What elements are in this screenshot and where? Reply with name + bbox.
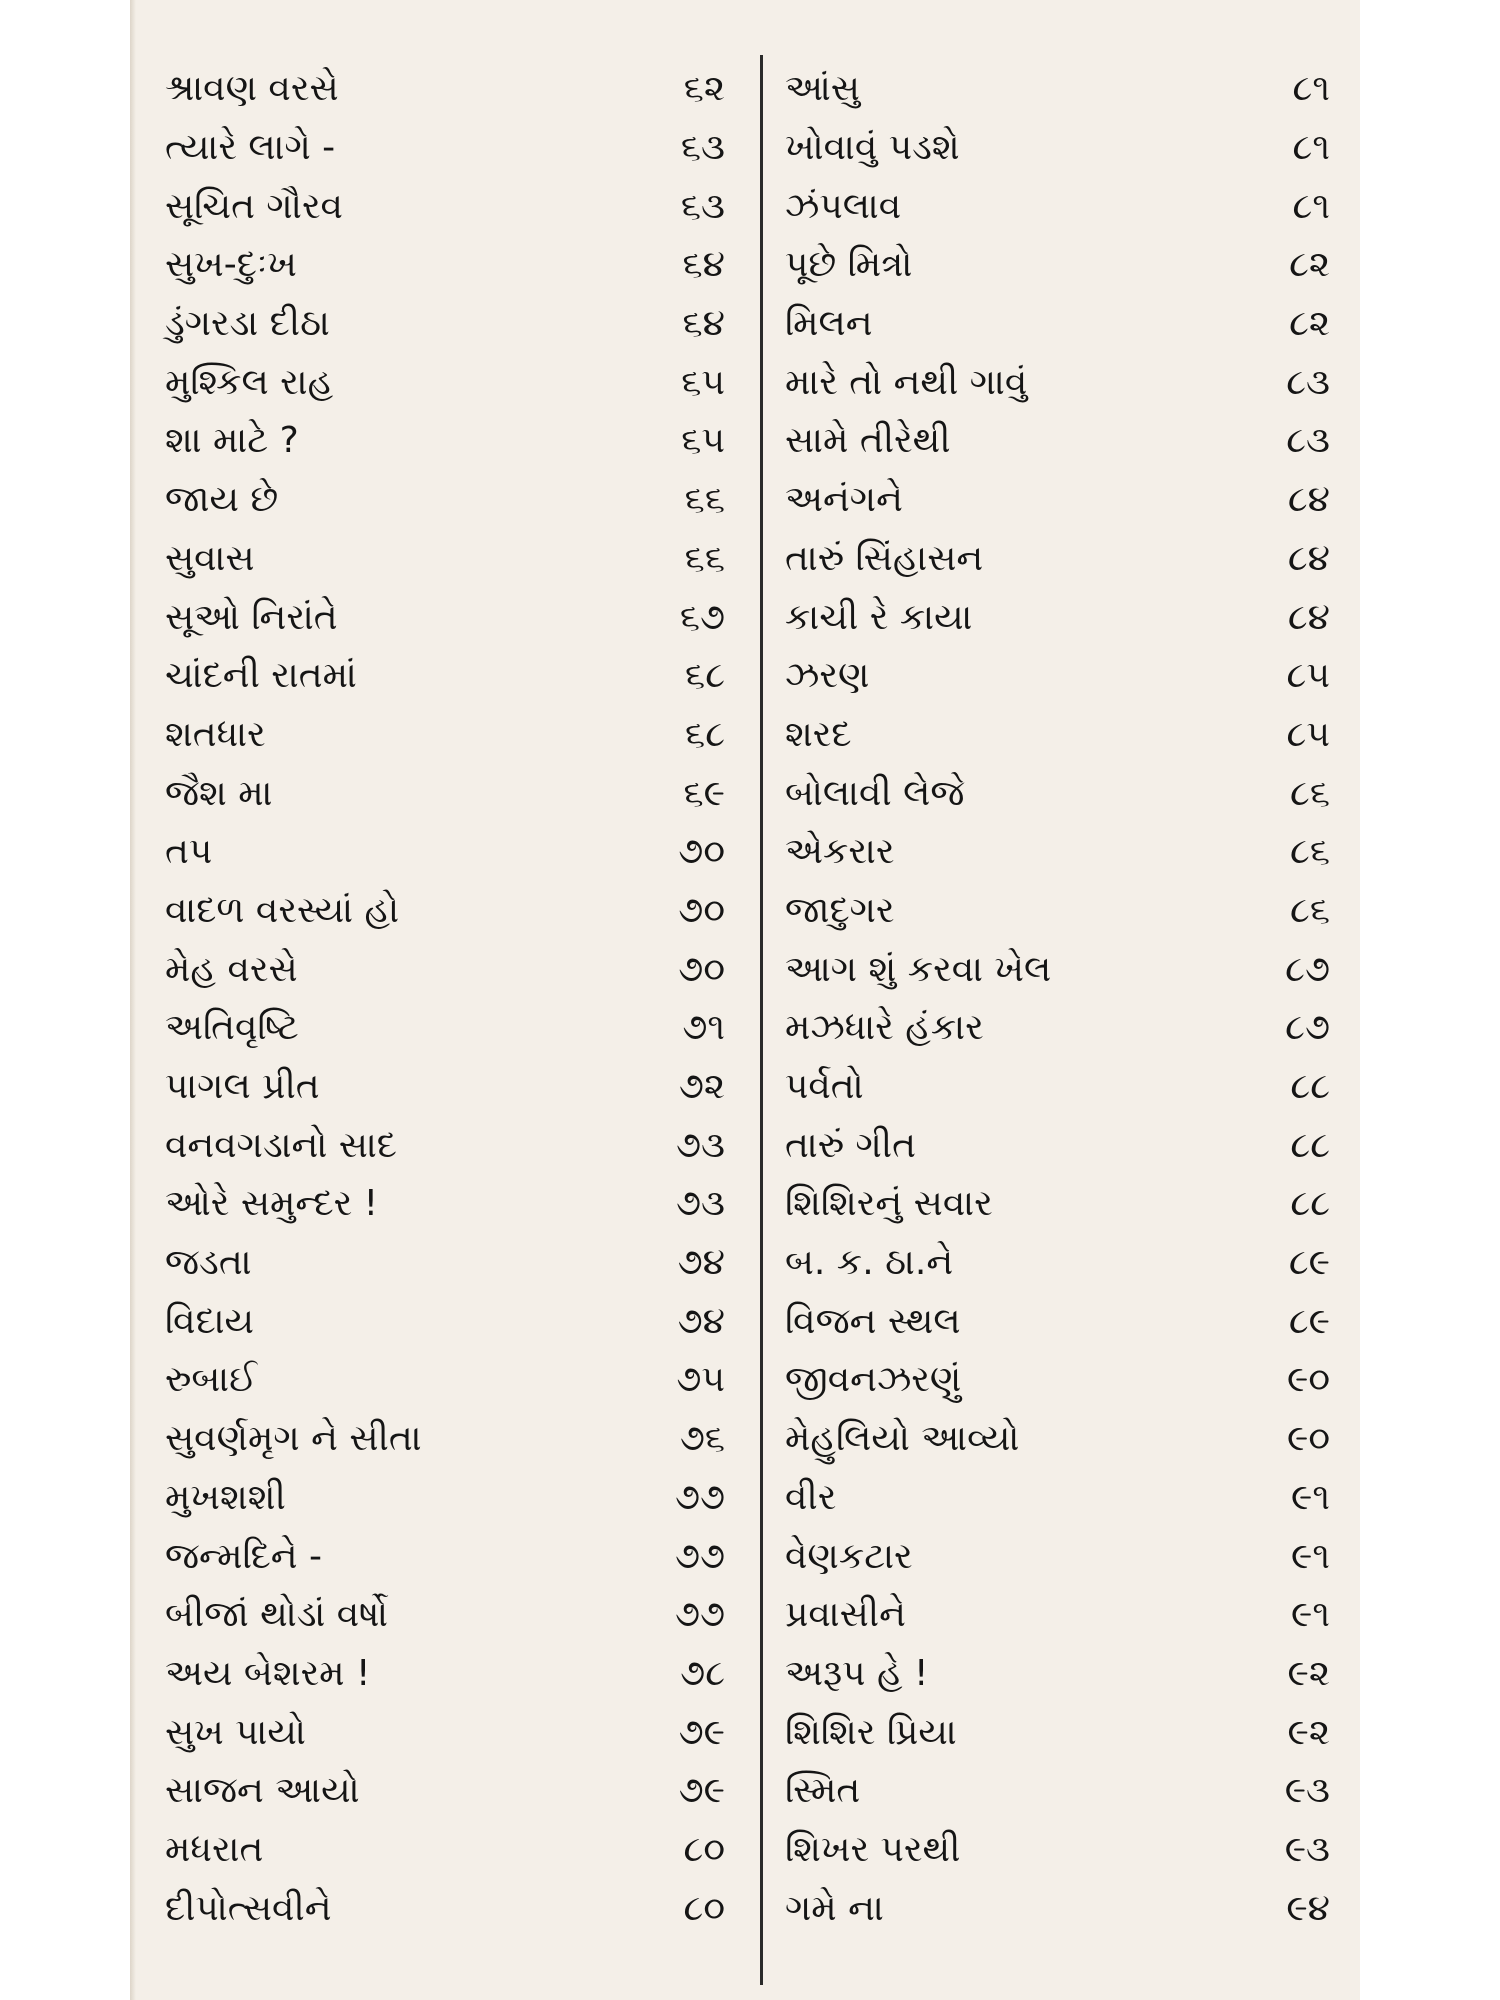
column-divider [760, 55, 763, 1985]
entry-title: શરદ [785, 713, 852, 755]
entry-page-number: ૯૧ [1291, 1594, 1330, 1636]
entry-title: વીર [785, 1476, 837, 1518]
contents-entry [165, 353, 725, 412]
contents-entry [785, 706, 1330, 765]
entry-title: વનવગડાનો સાદ [165, 1124, 397, 1166]
contents-entry [165, 1351, 725, 1410]
entry-page-number: ૮૮ [1290, 1183, 1330, 1225]
entry-page-number: ૬૩ [680, 127, 725, 169]
entry-page-number: ૯૦ [1287, 1359, 1330, 1401]
entry-page-number: ૯૩ [1284, 1828, 1330, 1870]
entry-title: સૂઓ નિરાંતે [165, 596, 338, 638]
contents-entry [785, 1821, 1330, 1880]
entry-title: જડતા [165, 1242, 252, 1284]
entry-title: વિજન સ્થલ [785, 1300, 961, 1342]
book-page [130, 0, 1360, 2000]
entry-title: મિલન [785, 303, 873, 345]
contents-entry [785, 1175, 1330, 1234]
entry-title: એકરાર [785, 831, 895, 873]
entry-title: સાજન આયો [165, 1770, 360, 1812]
entry-page-number: ૭૪ [677, 1300, 725, 1342]
contents-entry [165, 1116, 725, 1175]
entry-page-number: ૮૦ [683, 1828, 725, 1870]
contents-entry [165, 471, 725, 530]
entry-page-number: ૮૮ [1290, 1124, 1330, 1166]
contents-entry [165, 177, 725, 236]
entry-title: મેહુલિયો આવ્યો [785, 1418, 1020, 1460]
entry-page-number: ૮૫ [1286, 713, 1330, 755]
entry-page-number: ૬૩ [680, 185, 725, 227]
entry-title: અય બેશરમ ! [165, 1652, 371, 1694]
contents-entry [165, 1703, 725, 1762]
entry-page-number: ૭૯ [678, 1770, 725, 1812]
entry-title: બ. ક. ઠા.ને [785, 1242, 954, 1284]
entry-page-number: ૭૦ [678, 948, 725, 990]
contents-entry [165, 588, 725, 647]
entry-page-number: ૮૪ [1287, 537, 1330, 579]
contents-entry [165, 295, 725, 354]
entry-title: સુખ પાયો [165, 1711, 306, 1753]
contents-entry [785, 119, 1330, 178]
entry-page-number: ૬૨ [683, 68, 725, 110]
entry-title: મધરાત [165, 1828, 264, 1870]
entry-title: તારું ગીત [785, 1124, 916, 1166]
contents-entry [785, 1586, 1330, 1645]
page-edge-shadow [130, 0, 136, 2000]
entry-title: પાગલ પ્રીત [165, 1066, 320, 1108]
contents-entry [165, 412, 725, 471]
entry-page-number: ૬૫ [681, 420, 725, 462]
entry-page-number: ૬૪ [682, 303, 725, 345]
entry-title: ડુંગરડા દીઠા [165, 303, 330, 345]
entry-title: જાદુગર [785, 889, 895, 931]
entry-title: શા માટે ? [165, 420, 299, 462]
entry-page-number: ૯૩ [1284, 1770, 1330, 1812]
entry-title: અનંગને [785, 479, 903, 521]
contents-entry [165, 1410, 725, 1469]
contents-entry [785, 1292, 1330, 1351]
contents-entry [785, 1703, 1330, 1762]
entry-page-number: ૯૨ [1287, 1711, 1330, 1753]
entry-title: જીવનઝરણું [785, 1359, 962, 1401]
contents-entry [785, 353, 1330, 412]
entry-title: શિશિરનું સવાર [785, 1183, 993, 1225]
entry-page-number: ૬૮ [685, 713, 725, 755]
entry-title: મુશ્કિલ રાહ [165, 361, 334, 403]
entry-page-number: ૮૬ [1290, 772, 1330, 814]
entry-page-number: ૮૨ [1289, 303, 1330, 345]
entry-page-number: ૮૫ [1286, 655, 1330, 697]
contents-entry [165, 60, 725, 119]
entry-title: મુખશશી [165, 1476, 286, 1518]
contents-entry [785, 1351, 1330, 1410]
entry-page-number: ૮૬ [1290, 889, 1330, 931]
entry-page-number: ૭૦ [678, 889, 725, 931]
contents-entry [165, 940, 725, 999]
contents-entry [785, 882, 1330, 941]
entry-page-number: ૭૭ [674, 1535, 725, 1577]
entry-page-number: ૯૪ [1286, 1887, 1330, 1929]
contents-entry [165, 1879, 725, 1938]
entry-page-number: ૮૪ [1287, 596, 1330, 638]
entry-page-number: ૮૦ [683, 1887, 725, 1929]
entry-title: ઓરે સમુન્દર ! [165, 1183, 379, 1225]
contents-column-left [165, 60, 725, 1938]
contents-entry [785, 1527, 1330, 1586]
entry-title: ગમે ના [785, 1887, 884, 1929]
entry-title: શતધાર [165, 713, 266, 755]
contents-entry [785, 1410, 1330, 1469]
entry-title: જન્મદિને - [165, 1535, 323, 1577]
entry-page-number: ૬૯ [683, 772, 725, 814]
entry-title: બીજાં થોડાં વર્ષો [165, 1594, 388, 1636]
entry-page-number: ૭૨ [678, 1066, 725, 1108]
entry-page-number: ૭૦ [678, 831, 725, 873]
contents-entry [785, 1058, 1330, 1117]
entry-title: મેહ વરસે [165, 948, 298, 990]
contents-entry [785, 1879, 1330, 1938]
contents-entry [785, 236, 1330, 295]
entry-title: તારું સિંહાસન [785, 537, 984, 579]
contents-entry [165, 1292, 725, 1351]
entry-page-number: ૬૬ [684, 479, 725, 521]
entry-page-number: ૭૭ [674, 1476, 725, 1518]
entry-title: ઝરણ [785, 655, 870, 697]
contents-entry [785, 647, 1330, 706]
contents-entry [785, 177, 1330, 236]
entry-page-number: ૯૦ [1287, 1418, 1330, 1460]
contents-entry [785, 471, 1330, 530]
entry-title: જૈશ મા [165, 772, 273, 814]
contents-entry [165, 1058, 725, 1117]
entry-page-number: ૯૧ [1291, 1535, 1330, 1577]
entry-page-number: ૮૧ [1292, 68, 1330, 110]
entry-page-number: ૮૪ [1287, 479, 1330, 521]
entry-title: સામે તીરેથી [785, 420, 951, 462]
entry-title: શ્રાવણ વરસે [165, 68, 339, 110]
contents-entry [785, 530, 1330, 589]
contents-entry [165, 999, 725, 1058]
entry-title: પૂછે મિત્રો [785, 244, 913, 286]
entry-title: સુખ-દુઃખ [165, 244, 297, 286]
entry-title: પ્રવાસીને [785, 1594, 906, 1636]
contents-entry [165, 1645, 725, 1704]
entry-page-number: ૮૨ [1289, 244, 1330, 286]
entry-page-number: ૯૧ [1291, 1476, 1330, 1518]
entry-page-number: ૭૬ [679, 1418, 725, 1460]
contents-entry [785, 1469, 1330, 1528]
contents-entry [165, 823, 725, 882]
entry-title: ચાંદની રાતમાં [165, 655, 357, 697]
contents-entry [165, 882, 725, 941]
entry-title: સુવાસ [165, 537, 255, 579]
contents-entry [785, 940, 1330, 999]
contents-entry [785, 588, 1330, 647]
entry-page-number: ૬૬ [684, 537, 725, 579]
entry-title: રુબાઈ [165, 1359, 257, 1401]
entry-title: શિશિર પ્રિયા [785, 1711, 957, 1753]
entry-page-number: ૮૯ [1288, 1300, 1330, 1342]
contents-entry [165, 1234, 725, 1293]
contents-entry [785, 295, 1330, 354]
entry-page-number: ૮૭ [1285, 948, 1330, 990]
entry-page-number: ૬૪ [682, 244, 725, 286]
contents-entry [785, 823, 1330, 882]
entry-title: બોલાવી લેજે [785, 772, 965, 814]
contents-entry [165, 764, 725, 823]
entry-title: શિખર પરથી [785, 1828, 961, 1870]
entry-title: ખોવાવું પડશે [785, 127, 960, 169]
contents-entry [165, 706, 725, 765]
entry-page-number: ૭૩ [676, 1183, 725, 1225]
entry-title: સ્મિત [785, 1770, 861, 1812]
entry-title: વેણકટાર [785, 1535, 913, 1577]
contents-entry [165, 1469, 725, 1528]
entry-page-number: ૭૮ [680, 1652, 725, 1694]
entry-title: અતિવૃષ્ટિ [165, 1007, 299, 1049]
contents-entry [785, 1234, 1330, 1293]
contents-entry [165, 236, 725, 295]
entry-title: દીપોત્સવીને [165, 1887, 332, 1929]
entry-page-number: ૭૪ [677, 1242, 725, 1284]
entry-page-number: ૭૩ [676, 1124, 725, 1166]
entry-title: મારે તો નથી ગાવું [785, 361, 1028, 403]
contents-column-right [785, 60, 1330, 1938]
entry-page-number: ૮૩ [1286, 420, 1330, 462]
contents-entry [165, 647, 725, 706]
contents-entry [785, 1116, 1330, 1175]
entry-title: સૂચિત ગૌરવ [165, 185, 343, 227]
entry-page-number: ૮૧ [1292, 127, 1330, 169]
contents-entry [785, 1762, 1330, 1821]
entry-title: અરૂપ હે ! [785, 1652, 929, 1694]
entry-page-number: ૭૧ [682, 1007, 725, 1049]
contents-entry [165, 1527, 725, 1586]
entry-page-number: ૭૫ [676, 1359, 725, 1401]
contents-entry [785, 999, 1330, 1058]
entry-title: સુવર્ણમૃગ ને સીતા [165, 1418, 422, 1460]
entry-page-number: ૯૨ [1287, 1652, 1330, 1694]
contents-entry [165, 1586, 725, 1645]
contents-entry [165, 530, 725, 589]
contents-entry [165, 1821, 725, 1880]
entry-title: ત્યારે લાગે - [165, 127, 336, 169]
entry-page-number: ૬૮ [685, 655, 725, 697]
entry-title: આગ શું કરવા ખેલ [785, 948, 1052, 990]
contents-entry [785, 412, 1330, 471]
contents-entry [785, 764, 1330, 823]
contents-entry [785, 60, 1330, 119]
contents-entry [165, 119, 725, 178]
entry-title: વિદાય [165, 1300, 254, 1342]
contents-entry [165, 1175, 725, 1234]
entry-page-number: ૮૭ [1285, 1007, 1330, 1049]
entry-title: ઝંપલાવ [785, 185, 902, 227]
entry-page-number: ૮૧ [1292, 185, 1330, 227]
entry-page-number: ૬૭ [679, 596, 725, 638]
entry-title: કાચી રે કાયા [785, 596, 973, 638]
entry-title: આંસુ [785, 68, 860, 110]
entry-page-number: ૮૩ [1286, 361, 1330, 403]
entry-page-number: ૬૫ [681, 361, 725, 403]
contents-entry [785, 1645, 1330, 1704]
entry-page-number: ૭૭ [674, 1594, 725, 1636]
entry-title: પર્વતો [785, 1066, 864, 1108]
entry-page-number: ૭૯ [678, 1711, 725, 1753]
entry-title: વાદળ વરસ્યાં હો [165, 889, 400, 931]
entry-page-number: ૮૮ [1290, 1066, 1330, 1108]
entry-page-number: ૮૯ [1288, 1242, 1330, 1284]
entry-title: મઝધારે હંકાર [785, 1007, 984, 1049]
contents-entry [165, 1762, 725, 1821]
entry-title: તપ [165, 831, 213, 873]
entry-title: જાય છે [165, 479, 279, 521]
entry-page-number: ૮૬ [1290, 831, 1330, 873]
